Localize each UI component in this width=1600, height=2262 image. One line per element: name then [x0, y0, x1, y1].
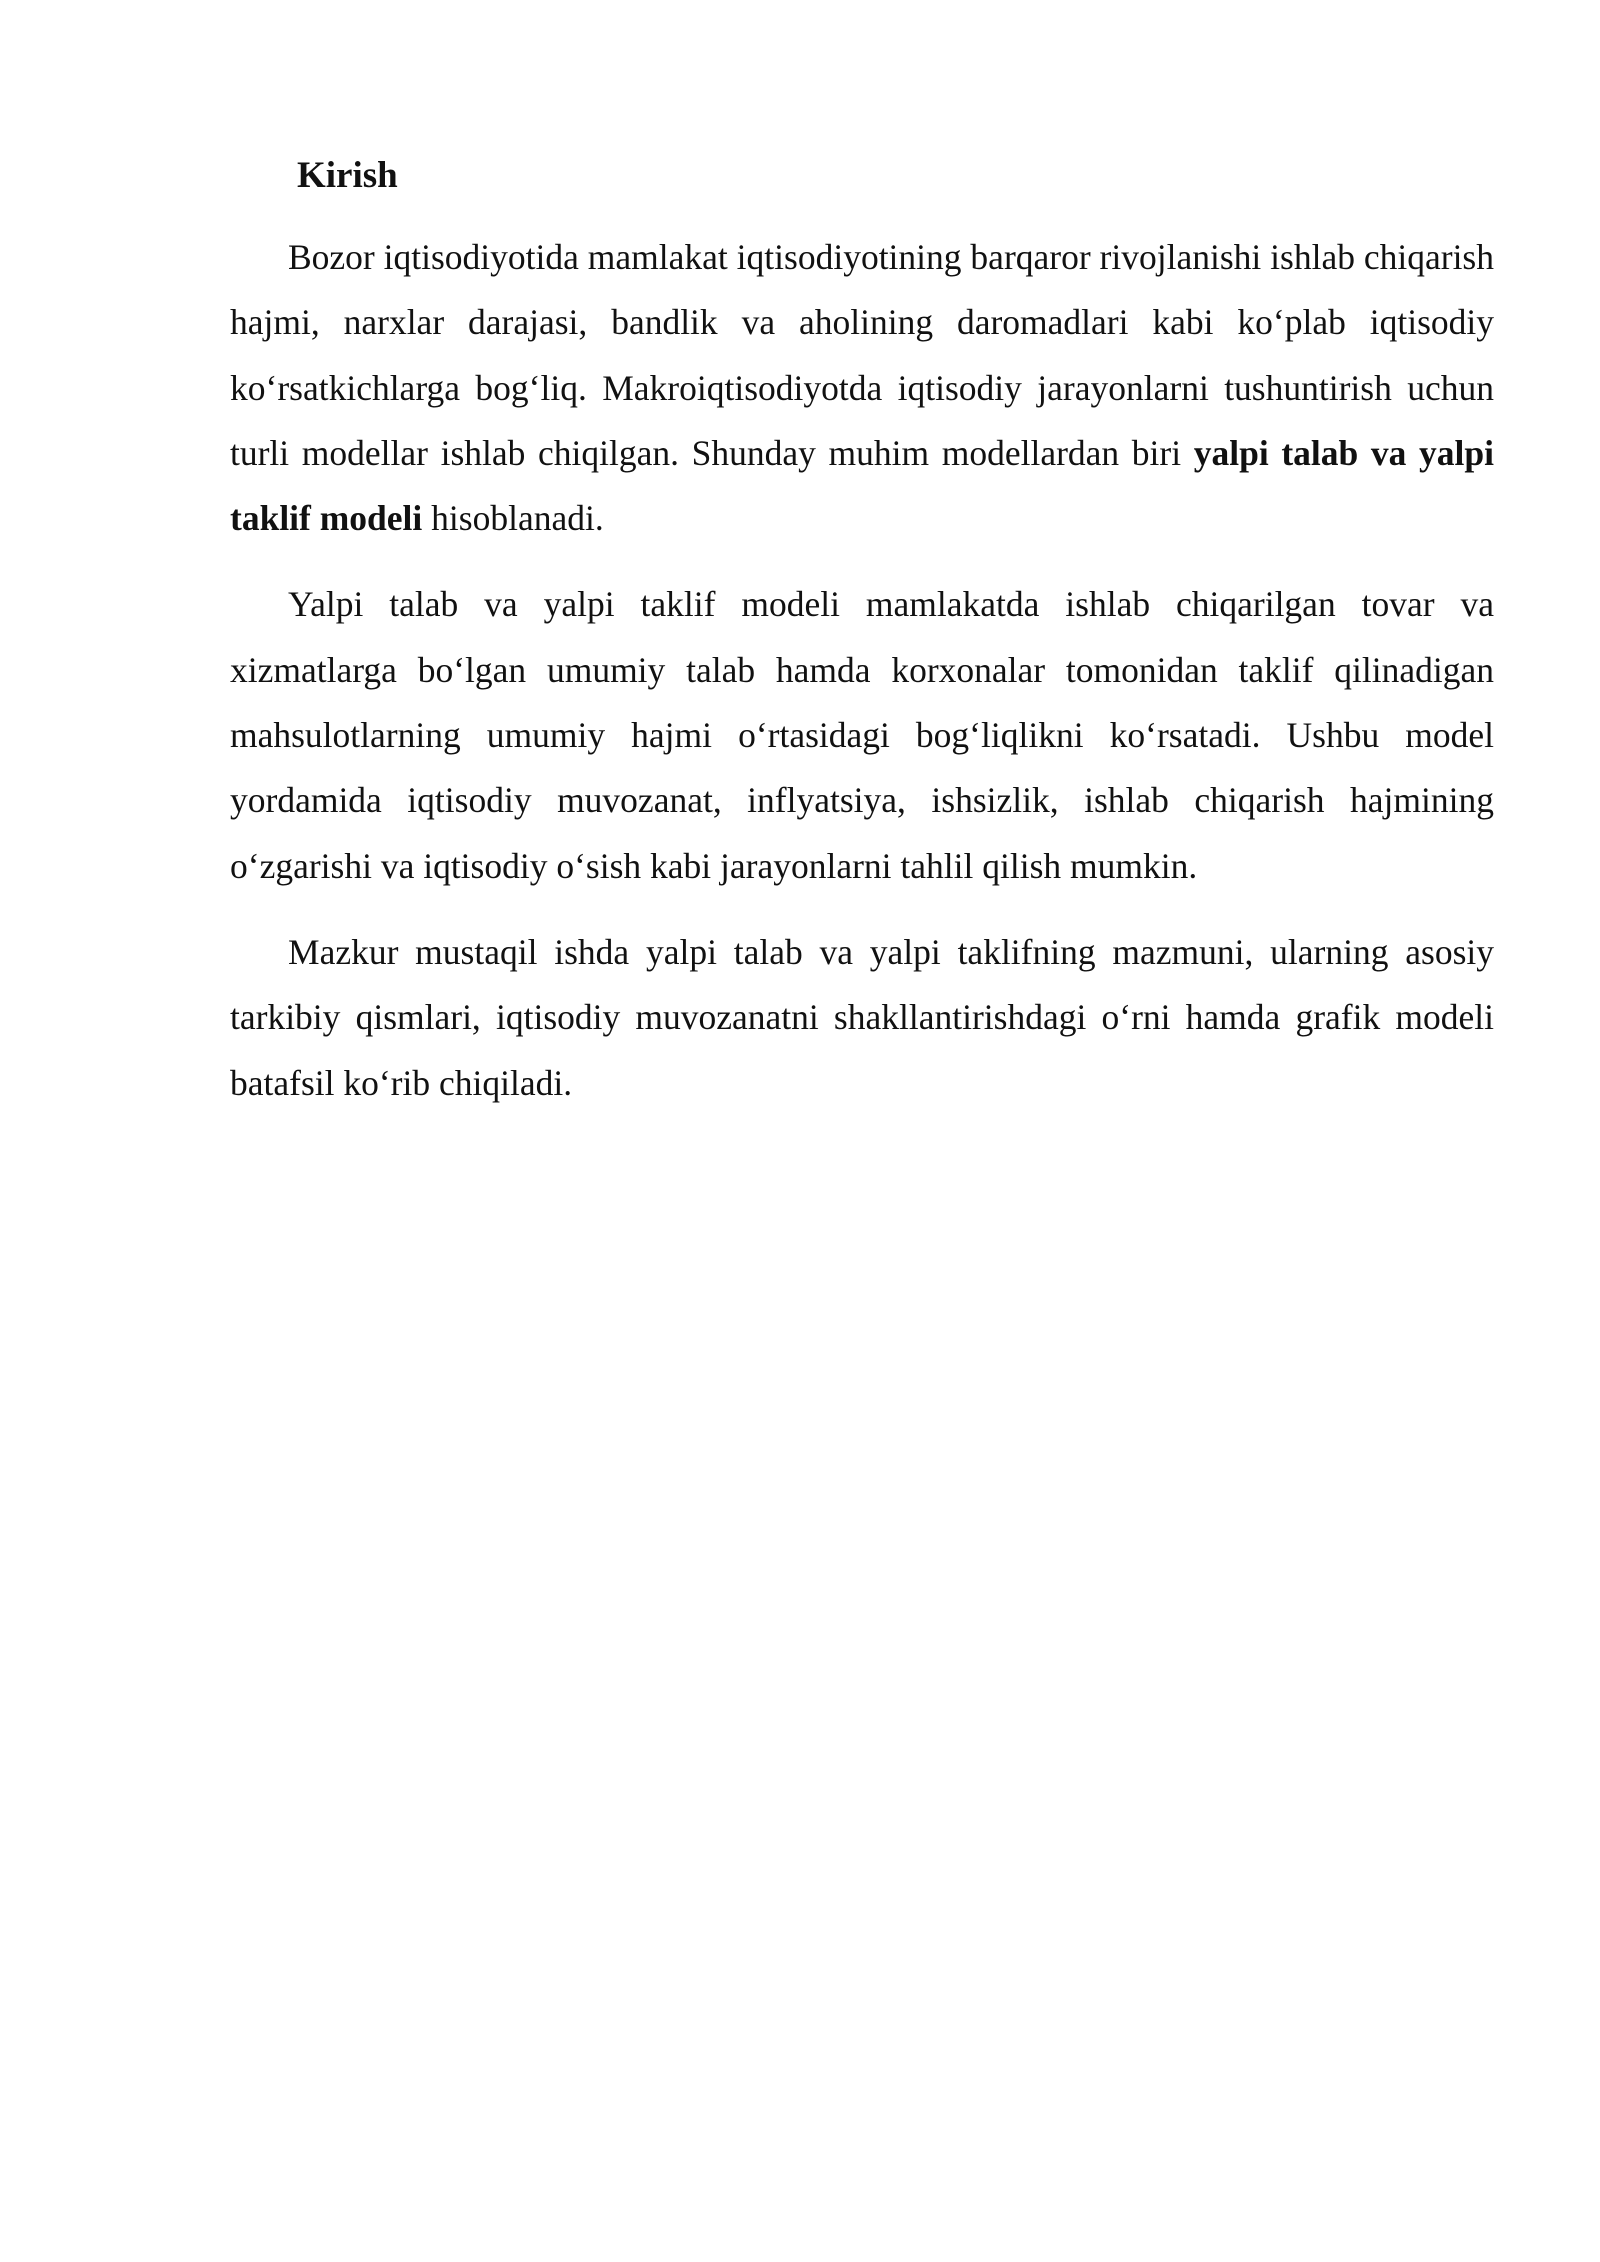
paragraph-intro-text: Bozor iqtisodiyotida mamlakat iqtisodiyotining barqaror rivojlanishi ishlab chiqarish hajmi, narxlar darajasi, bandlik va aholining daromadlari kabi koʻplab iqtisodiy koʻrsatkichlarga bogʻliq. Makroiqtisodiyotda iqtisodiy jarayonlarni tushuntirish uchun turli modellar ishlab chiqilgan. Shunday muhim modellardan biri — [230, 237, 1494, 473]
paragraph-intro-ending: hisoblanadi. — [422, 498, 604, 539]
section-heading: Kirish — [297, 155, 398, 196]
paragraph-model-description: Yalpi talab va yalpi taklif modeli mamlakatda ishlab chiqarilgan tovar va xizmatlarga boʻlgan umumiy talab hamda korxonalar tomonidan taklif qilinadigan mahsulotlarning umumiy hajmi oʻrtasidagi bogʻliqlikni koʻrsatadi. Ushbu model yordamida iqtisodiy muvozanat, inflyatsiya, ishsizlik, ishlab chiqarish hajmining oʻzgarishi va iqtisodiy oʻsish kabi jarayonlarni tahlil qilish mumkin. — [230, 584, 1494, 886]
page-content — [230, 148, 1494, 1116]
paragraph-scope: Mazkur mustaqil ishda yalpi talab va yalpi taklifning mazmuni, ularning asosiy tarkibiy qismlari, iqtisodiy muvozanatni shakllantirishdagi oʻrni hamda grafik modeli batafsil koʻrib chiqiladi. — [230, 931, 1494, 1103]
paragraph-intro — [230, 225, 1494, 551]
paragraph-intro-emphasis: yalpi talab va yalpi taklif modeli — [230, 432, 1494, 539]
